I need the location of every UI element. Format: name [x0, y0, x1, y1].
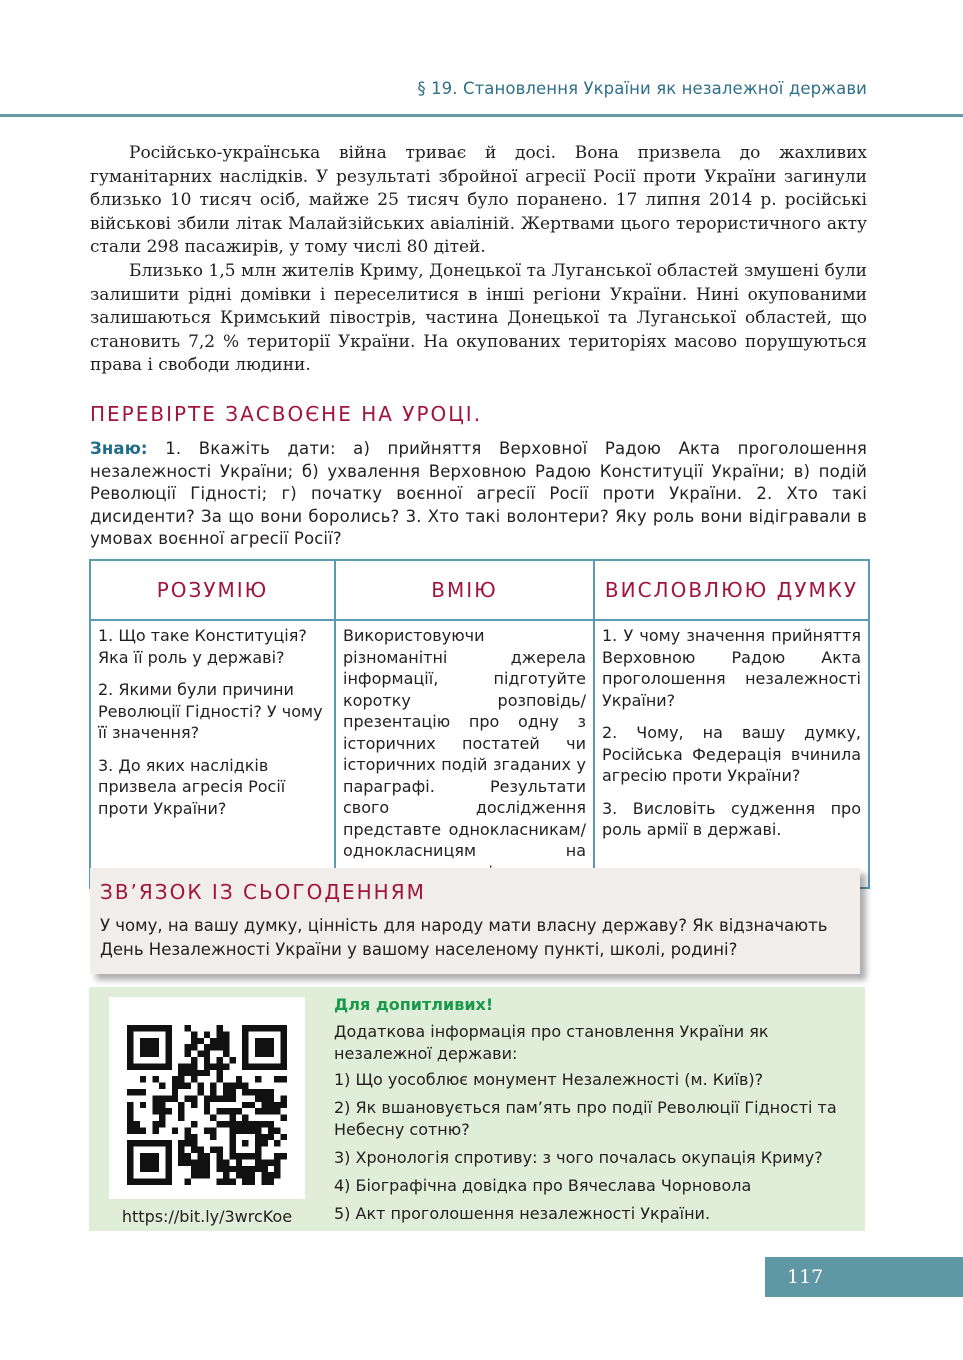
- know-label: Знаю:: [90, 439, 148, 458]
- curious-list: [334, 1069, 844, 1231]
- opinion-question-1: 1. У чому значення прийняття Верховною Радою Акта проголошення незалежності України?: [602, 626, 861, 710]
- list-item: 5) Акт проголошення незалежності України.: [334, 1204, 711, 1223]
- connection-text: У чому, на вашу думку, цінність для народу мати власну державу? Як відзначають День Незалежності України у вашому населеному пункті, школі, родині?: [100, 916, 828, 959]
- qr-code-image: [127, 1025, 287, 1185]
- body-paragraph-2: Близько 1,5 млн жителів Криму, Донецької та Луганської областей змушені були залишити рідні домівки і переселитися в інші регіони України. Нині окупованими залишаються Кримський півострів, частина Донецької та Луганської областей, що становить 7,2 % території України. На окупованих територіях масово порушуються права і свободи людини.: [90, 260, 867, 376]
- list-item: 3) Хронологія спротиву: з чого почалась окупація Криму?: [334, 1148, 823, 1167]
- table-row: [90, 620, 869, 888]
- curious-title: Для допитливих!: [334, 995, 494, 1014]
- page-number: 117: [787, 1266, 824, 1288]
- body-text: [90, 142, 867, 378]
- understand-question-1: 1. Що таке Конституція? Яка її роль у державі?: [98, 626, 307, 667]
- can-cell: [335, 620, 594, 888]
- page-number-tab: [765, 1257, 963, 1297]
- running-header: § 19. Становлення України як незалежної держави: [417, 79, 867, 98]
- opinion-question-3: 3. Висловіть судження про роль армії в державі.: [602, 798, 861, 839]
- connection-box: [90, 868, 860, 974]
- check-heading: ПЕРЕВІРТЕ ЗАСВОЄНЕ НА УРОЦІ.: [90, 402, 483, 426]
- know-text: 1. Вкажіть дати: а) прийняття Верховної Радою Акта проголошення незалежності України; б) ухвалення Верховною Радою Конституції України; в) подій Революції Гідності; г) початку воєнної агресії Росії проти України. 2. Хто такі дисиденти? За що вони боролись? 3. Хто такі волонтери? Яку роль вони відігравали в умовах воєнної агресії Росії?: [90, 439, 867, 548]
- curious-intro: Додаткова інформація про становлення України як незалежної держави:: [334, 1022, 769, 1063]
- can-task: Використовуючи різноманітні джерела інформації, підготуйте коротку розповідь/презентацію про одну з історичних постатей чи історичних подій згаданих у параграфі. Результати свого дослідження представте однокласникам/однокласницям на: [343, 626, 586, 860]
- skills-table: [89, 559, 870, 889]
- list-item: 2) Як вшановується пам’ять про події Революції Гідності та Небесну сотню?: [334, 1098, 837, 1139]
- understand-question-2: 2. Якими були причини Революції Гідності? У чому її значення?: [98, 680, 323, 742]
- table-header-row: [90, 560, 869, 620]
- body-paragraph-1: Російсько-українська війна триває й досі. Вона призвела до жахливих гуманітарних наслідків. У результаті збройної агресії Росії проти України загинули близько 10 тисяч осіб, майже 25 тисяч було поранено. 17 липня 2014 р. російські військові збили літак Малайзійських авіаліній. Жертвами цього терористичного акту стали 298 пасажирів, у тому числі 80 дітей.: [90, 143, 867, 258]
- opinion-question-2: 2. Чому, на вашу думку, Російська Федерація вчинила агресію проти України?: [602, 723, 861, 785]
- qr-link[interactable]: https://bit.ly/3wrcKoe: [121, 1207, 293, 1226]
- header-divider: [0, 114, 963, 117]
- know-questions: [90, 438, 867, 551]
- connection-title: ЗВ’ЯЗОК ІЗ СЬОГОДЕННЯМ: [100, 880, 426, 904]
- curious-box: [89, 987, 865, 1231]
- list-item: 1) Що уособлює монумент Незалежності (м. Київ)?: [334, 1070, 764, 1089]
- opinion-cell: [594, 620, 869, 888]
- header-can: ВМІЮ: [335, 560, 594, 620]
- list-item: 4) Біографічна довідка про Вячеслава Чорновола: [334, 1176, 752, 1195]
- header-opinion: ВИСЛОВЛЮЮ ДУМКУ: [594, 560, 869, 620]
- qr-code[interactable]: [109, 997, 305, 1199]
- header-understand: РОЗУМІЮ: [90, 560, 335, 620]
- understand-cell: [90, 620, 335, 888]
- understand-question-3: 3. До яких наслідків призвела агресія Росії проти України?: [98, 755, 286, 818]
